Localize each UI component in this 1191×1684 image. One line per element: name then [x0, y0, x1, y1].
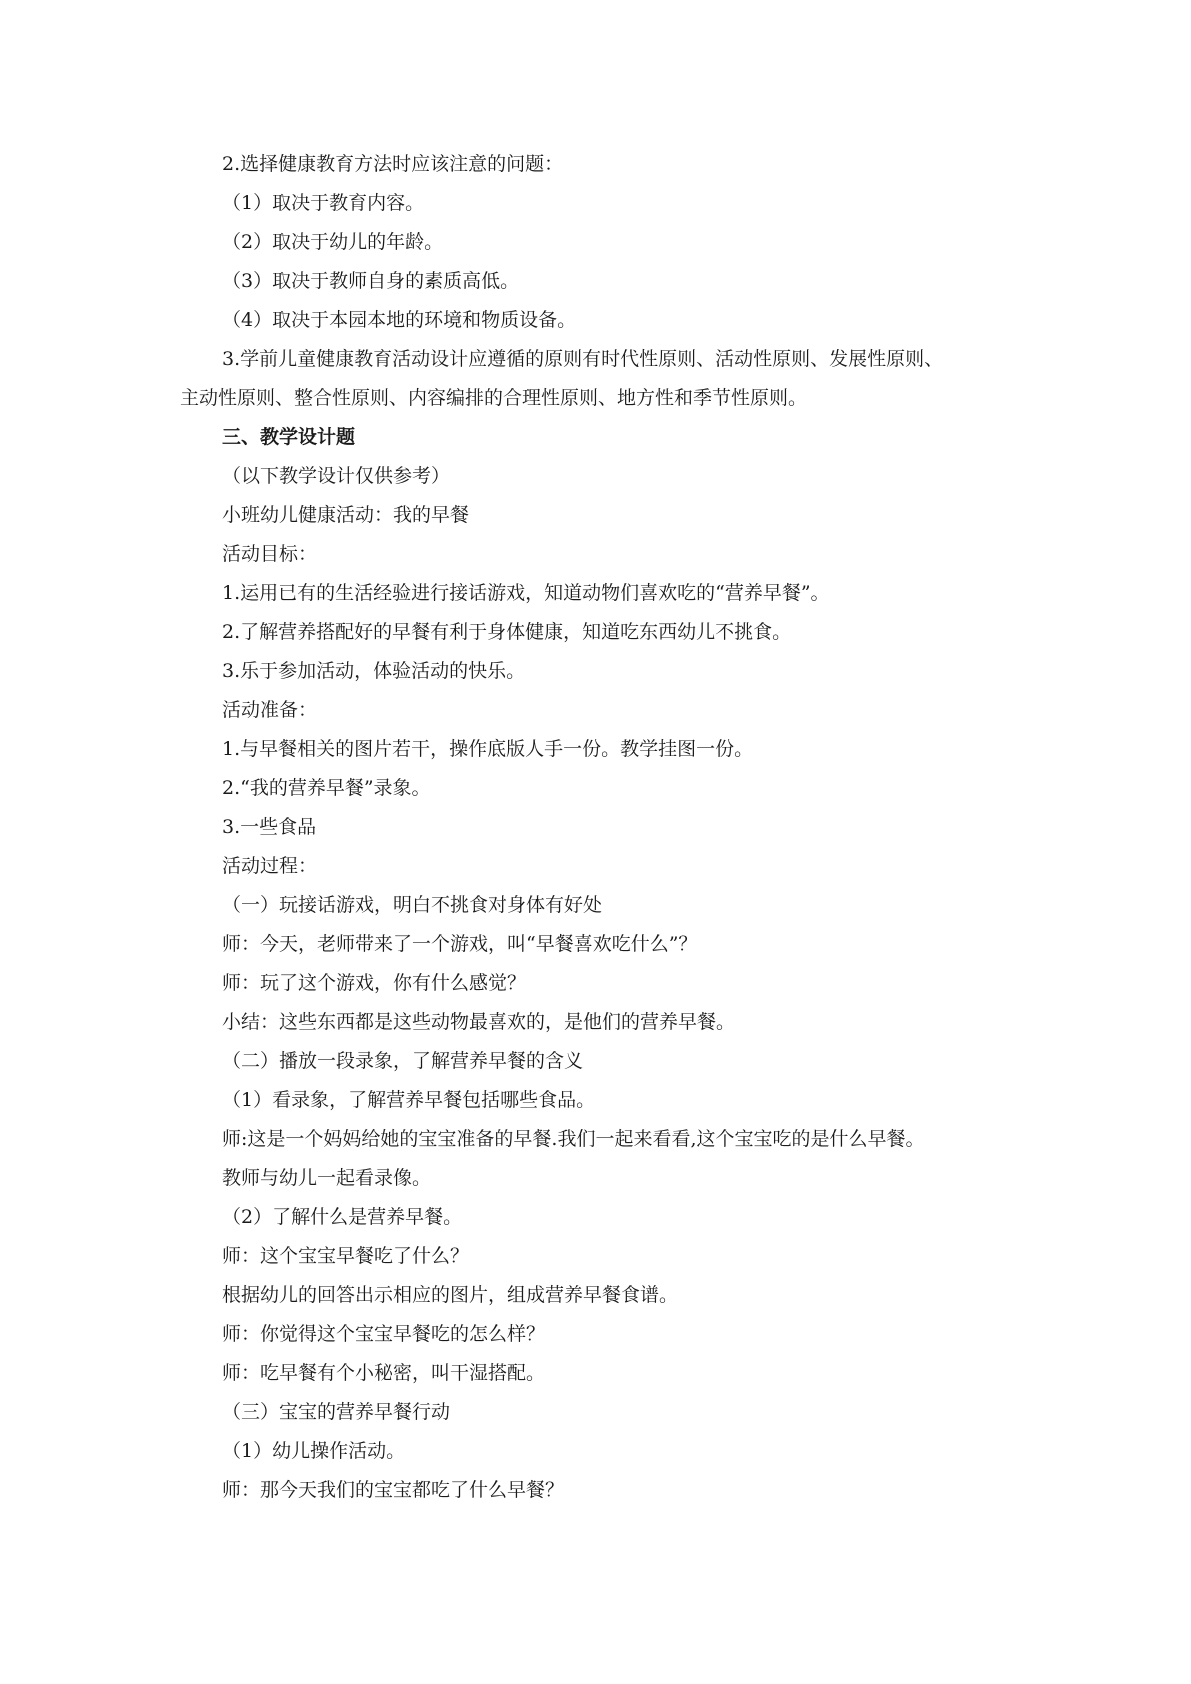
text-line: 2.“我的营养早餐”录象。 — [222, 777, 431, 799]
text-line: 师：吃早餐有个小秘密，叫干湿搭配。 — [222, 1362, 546, 1384]
text-line: 活动准备： — [222, 699, 318, 721]
text-line: 3.乐于参加活动，体验活动的快乐。 — [222, 660, 526, 682]
text-line: （3）取决于教师自身的素质高低。 — [222, 270, 520, 292]
text-line: （2）了解什么是营养早餐。 — [222, 1206, 463, 1228]
text-line: 主动性原则、整合性原则、内容编排的合理性原则、地方性和季节性原则。 — [180, 387, 808, 409]
text-line: （1）取决于教育内容。 — [222, 192, 425, 214]
text-line: 1.与早餐相关的图片若干，操作底版人手一份。教学挂图一份。 — [222, 738, 754, 760]
text-line: 2.了解营养搭配好的早餐有利于身体健康，知道吃东西幼儿不挑食。 — [222, 621, 792, 643]
text-line: 2.选择健康教育方法时应该注意的问题： — [222, 153, 564, 175]
text-line: 活动目标： — [222, 543, 318, 565]
text-line: 师:这是一个妈妈给她的宝宝准备的早餐.我们一起来看看,这个宝宝吃的是什么早餐。 — [222, 1128, 925, 1150]
text-line: 师：玩了这个游戏，你有什么感觉？ — [222, 972, 527, 994]
text-line: 小结：这些东西都是这些动物最喜欢的，是他们的营养早餐。 — [222, 1011, 736, 1033]
text-line: （2）取决于幼儿的年龄。 — [222, 231, 444, 253]
document-body — [180, 145, 1030, 1510]
text-line: 师：你觉得这个宝宝早餐吃的怎么样？ — [222, 1323, 546, 1345]
text-line: 师：这个宝宝早餐吃了什么？ — [222, 1245, 470, 1267]
text-line: 活动过程： — [222, 855, 318, 877]
text-line: 小班幼儿健康活动：我的早餐 — [222, 504, 470, 526]
text-line: 3.一些食品 — [222, 816, 317, 838]
text-line: 1.运用已有的生活经验进行接话游戏，知道动物们喜欢吃的“营养早餐”。 — [222, 582, 830, 604]
text-line: （以下教学设计仅供参考） — [222, 465, 451, 487]
text-line: （4）取决于本园本地的环境和物质设备。 — [222, 309, 577, 331]
text-line: （二）播放一段录象，了解营养早餐的含义 — [222, 1050, 584, 1072]
text-line: （三）宝宝的营养早餐行动 — [222, 1401, 451, 1423]
text-line: 师：今天，老师带来了一个游戏，叫“早餐喜欢吃什么”？ — [222, 933, 698, 955]
section-heading: 三、教学设计题 — [222, 426, 356, 448]
text-line: 师：那今天我们的宝宝都吃了什么早餐？ — [222, 1479, 565, 1501]
text-line: 教师与幼儿一起看录像。 — [222, 1167, 432, 1189]
text-line: 3.学前儿童健康教育活动设计应遵循的原则有时代性原则、活动性原则、发展性原则、 — [222, 348, 944, 370]
text-line: （1）看录象，了解营养早餐包括哪些食品。 — [222, 1089, 596, 1111]
text-line: （一）玩接话游戏，明白不挑食对身体有好处 — [222, 894, 603, 916]
text-line: 根据幼儿的回答出示相应的图片，组成营养早餐食谱。 — [222, 1284, 679, 1306]
text-line: （1）幼儿操作活动。 — [222, 1440, 406, 1462]
